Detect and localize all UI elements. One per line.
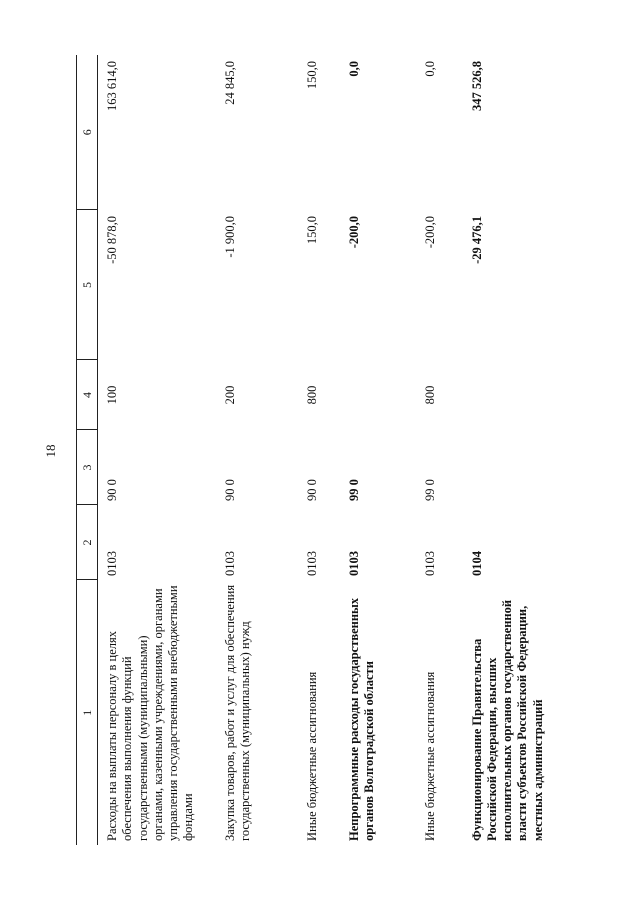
budget-table-rotated xyxy=(76,55,596,845)
table-header xyxy=(77,55,98,845)
row-target: 90 0 xyxy=(304,479,319,501)
row-change: -50 878,0 xyxy=(105,216,119,264)
table-row xyxy=(423,55,470,845)
row-total: 24 845,0 xyxy=(222,61,237,105)
table-row xyxy=(98,55,223,845)
row-total: 150,0 xyxy=(304,61,319,90)
header-col-1: 1 xyxy=(77,580,98,845)
row-target xyxy=(470,430,570,505)
header-col-6: 6 xyxy=(77,55,98,210)
budget-table xyxy=(76,55,570,845)
table-row xyxy=(347,55,423,845)
row-change: -200,0 xyxy=(422,216,437,249)
row-section: 0103 xyxy=(222,551,237,576)
table-row xyxy=(305,55,347,845)
row-target: 99 0 xyxy=(346,479,361,501)
row-total: 347 526,8 xyxy=(469,61,484,111)
row-type: 800 xyxy=(422,385,437,405)
row-name: Иные бюджетные ассигнования xyxy=(304,671,319,841)
row-change: 150,0 xyxy=(304,216,319,245)
row-target: 99 0 xyxy=(422,479,437,501)
row-section: 0103 xyxy=(422,551,437,576)
row-target: 90 0 xyxy=(105,479,119,501)
row-total: 0,0 xyxy=(346,61,361,77)
row-section: 0103 xyxy=(346,551,361,576)
header-row xyxy=(77,55,98,845)
row-name: Расходы на выплаты персоналу в целях обеспечения выполнения функций государственными (муниципальными) органами, казенными учреждениями, органами управления государственными внебюджетными фондами xyxy=(105,585,196,841)
row-name: Непрограммные расходы государственных органов Волгоградской области xyxy=(346,597,376,841)
row-section: 0103 xyxy=(105,551,119,576)
row-name: Иные бюджетные ассигнования xyxy=(422,671,437,841)
row-name: Функционирование Правительства Российской Федерации, высших исполнительных органов государственной власти субъектов Российской Федерации, местных администраций xyxy=(469,599,545,841)
header-col-4: 4 xyxy=(77,360,98,430)
row-section: 0104 xyxy=(469,551,484,576)
row-change: -200,0 xyxy=(346,216,361,249)
row-type: 200 xyxy=(222,385,237,405)
header-col-3: 3 xyxy=(77,430,98,505)
table-body xyxy=(98,55,570,845)
header-col-5: 5 xyxy=(77,210,98,360)
row-section: 0103 xyxy=(304,551,319,576)
row-type: 800 xyxy=(304,385,319,405)
row-type: 100 xyxy=(105,385,119,405)
row-total: 0,0 xyxy=(422,61,437,77)
row-name: Закупка товаров, работ и услуг для обеспечения государственных (муниципальных) нужд xyxy=(222,584,252,841)
row-change: -1 900,0 xyxy=(222,216,237,258)
row-type xyxy=(470,360,570,430)
row-target: 90 0 xyxy=(222,479,237,501)
page-number: 18 xyxy=(43,444,58,458)
header-col-2: 2 xyxy=(77,505,98,580)
row-change: -29 476,1 xyxy=(469,216,484,264)
row-total: 163 614,0 xyxy=(105,61,119,111)
table-row xyxy=(470,55,570,845)
row-type xyxy=(347,360,423,430)
table-row xyxy=(223,55,305,845)
